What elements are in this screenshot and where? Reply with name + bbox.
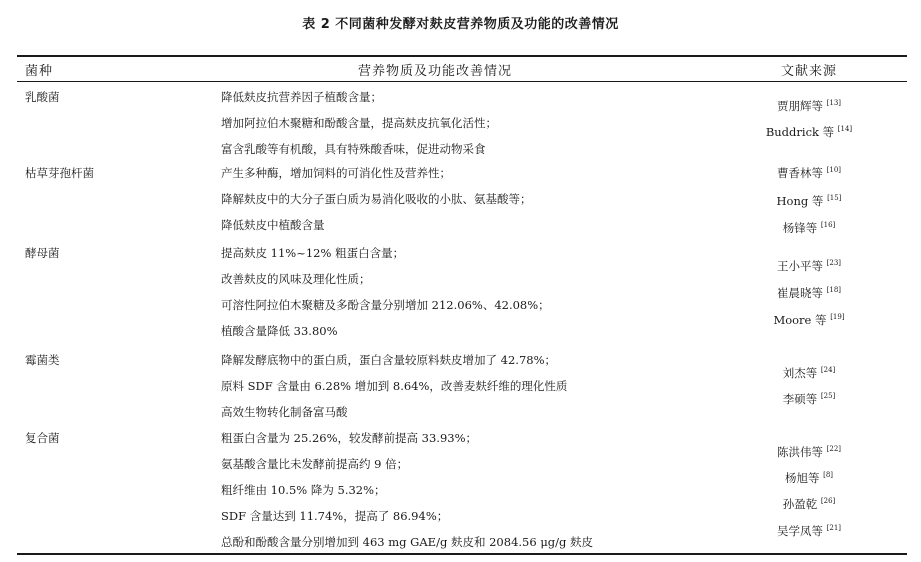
reference-author: 吴学凤等 (776, 524, 823, 538)
effect-line: 粗蛋白含量为 25.26%，较发酵前提高 33.93%； (221, 431, 478, 445)
species-cell: 枯草芽孢杆菌 (25, 166, 94, 180)
reference-cell (719, 444, 899, 460)
effect-line: 降解发酵底物中的蛋白质，蛋白含量较原料麸皮增加了 42.78%； (221, 353, 557, 367)
reference-author: 杨锋等 (782, 221, 818, 235)
reference-cell (719, 523, 899, 539)
reference-cell (719, 220, 899, 236)
reference-cell (719, 124, 899, 140)
reference-number: [21] (826, 524, 842, 532)
reference-author: Hong 等 (776, 194, 824, 208)
reference-cell (719, 365, 899, 381)
species-cell: 酵母菌 (25, 246, 60, 260)
reference-cell (719, 98, 899, 114)
table-bottom-rule (17, 553, 907, 555)
effect-line: 高效生物转化制备富马酸 (221, 405, 348, 419)
header-species: 菌种 (25, 64, 54, 79)
reference-cell (719, 258, 899, 274)
reference-author: 刘杰等 (782, 366, 818, 380)
reference-author: Moore 等 (773, 313, 827, 327)
reference-number: [23] (826, 259, 842, 267)
reference-author: Buddrick 等 (765, 125, 835, 139)
table-header-rule (17, 81, 907, 82)
reference-number: [24] (820, 366, 836, 374)
species-cell: 乳酸菌 (25, 90, 60, 104)
effect-line: 总酚和酚酸含量分别增加到 463 mg GAE/g 麸皮和 2084.56 μg/g 麸皮 (221, 535, 594, 549)
reference-cell (719, 496, 899, 512)
reference-cell (719, 193, 899, 209)
effect-line: 降解麸皮中的大分子蛋白质为易消化吸收的小肽、氨基酸等； (221, 192, 532, 206)
reference-cell (719, 165, 899, 181)
reference-author: 陈洪伟等 (776, 445, 823, 459)
effect-line: 植酸含量降低 33.80% (221, 324, 338, 338)
reference-number: [18] (826, 286, 842, 294)
reference-author: 王小平等 (776, 259, 823, 273)
reference-number: [14] (837, 125, 853, 133)
effect-line: 改善麸皮的风味及理化性质； (221, 272, 371, 286)
effect-line: 降低麸皮抗营养因子植酸含量； (221, 90, 382, 104)
reference-author: 李硕等 (782, 392, 818, 406)
effect-line: 降低麸皮中植酸含量 (221, 218, 325, 232)
reference-cell (719, 470, 899, 486)
reference-number: [10] (826, 166, 842, 174)
species-cell: 霉菌类 (25, 353, 60, 367)
reference-author: 杨旭等 (784, 471, 820, 485)
table-top-rule (17, 55, 907, 57)
table-title: 表 2 不同菌种发酵对麸皮营养物质及功能的改善情况 (302, 17, 619, 32)
effect-line: 提高麸皮 11%~12% 粗蛋白含量； (221, 246, 405, 260)
reference-author: 曹香林等 (776, 166, 823, 180)
reference-number: [19] (830, 313, 845, 321)
reference-cell (719, 285, 899, 301)
reference-number: [25] (820, 392, 836, 400)
reference-number: [15] (827, 194, 842, 202)
header-effects: 营养物质及功能改善情况 (357, 64, 512, 79)
reference-author: 崔晨晓等 (776, 286, 823, 300)
header-source: 文献来源 (780, 64, 837, 79)
reference-author: 孙盈乾 (782, 497, 818, 511)
reference-cell (719, 391, 899, 407)
species-cell: 复合菌 (25, 431, 60, 445)
effect-line: 氨基酸含量比未发酵前提高约 9 倍； (221, 457, 409, 471)
effect-line: 粗纤维由 10.5% 降为 5.32%； (221, 483, 386, 497)
reference-number: [16] (820, 221, 836, 229)
reference-cell (719, 312, 899, 328)
reference-number: [26] (820, 497, 836, 505)
effect-line: 增加阿拉伯木聚糖和酚酸含量，提高麸皮抗氧化活性； (221, 116, 497, 130)
reference-author: 贾朋辉等 (776, 99, 823, 113)
effect-line: 原料 SDF 含量由 6.28% 增加到 8.64%，改善麦麸纤维的理化性质 (221, 379, 568, 393)
effect-line: 产生多种酶，增加饲料的可消化性及营养性； (221, 166, 451, 180)
reference-number: [13] (826, 99, 842, 107)
effect-line: SDF 含量达到 11.74%，提高了 86.94%； (221, 509, 449, 523)
reference-number: [8] (823, 471, 834, 479)
effect-line: 富含乳酸等有机酸，具有特殊酸香味，促进动物采食 (221, 142, 486, 156)
effect-line: 可溶性阿拉伯木聚糖及多酚含量分别增加 212.06%、42.08%； (221, 298, 550, 312)
reference-number: [22] (826, 445, 842, 453)
